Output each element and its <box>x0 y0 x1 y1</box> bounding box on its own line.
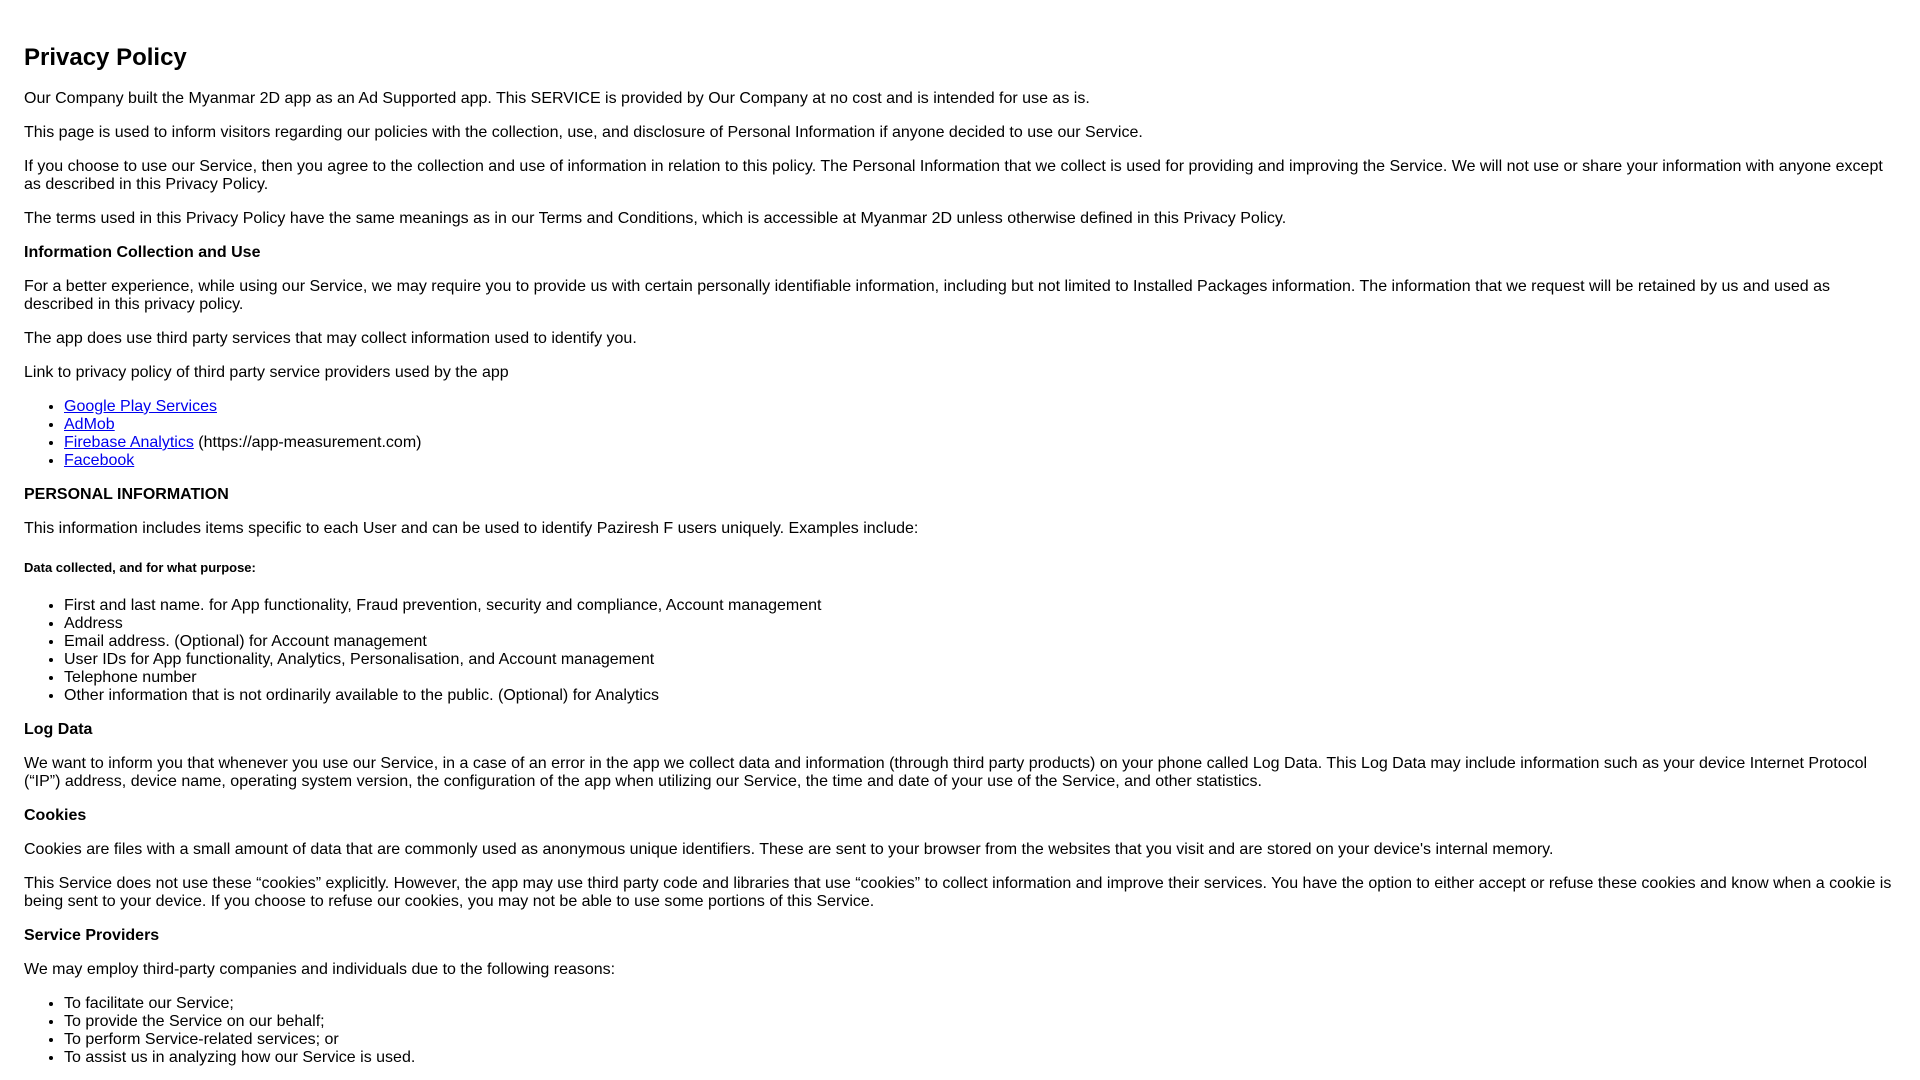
list-item: • Telephone number <box>64 669 1896 687</box>
service-providers-reasons-list <box>24 995 1896 1067</box>
section-heading-cookies: Cookies <box>24 807 87 824</box>
list-item: • Email address. (Optional) for Account management <box>64 633 1896 651</box>
data-collected-subheading: Data collected, and for what purpose: <box>24 560 256 575</box>
service-providers-paragraph: We may employ third-party companies and individuals due to the following reasons: <box>24 961 616 978</box>
page-title: Privacy Policy <box>24 44 187 71</box>
list-item <box>64 416 1896 434</box>
log-data-paragraph: We want to inform you that whenever you use our Service, in a case of an error in the app we collect data and information (through third party products) on your phone called Log Data. This Log Data may include information such as your device Internet Protocol (“IP”) address, device name, operating system version, the configuration of the app when utilizing our Service, the time and date of your use of the Service, and other statistics. <box>24 755 1868 790</box>
intro-paragraph-1: Our Company built the Myanmar 2D app as an Ad Supported app. This SERVICE is provided by Our Company at no cost and is intended for use as is. <box>24 90 1090 107</box>
intro-paragraph-2: This page is used to inform visitors regarding our policies with the collection, use, and disclosure of Personal Information if anyone decided to use our Service. <box>24 124 1143 141</box>
admob-link[interactable]: AdMob <box>64 416 115 433</box>
google-play-services-link[interactable]: Google Play Services <box>64 398 217 415</box>
cookies-paragraph-1: Cookies are files with a small amount of data that are commonly used as anonymous unique identifiers. These are sent to your browser from the websites that you visit and are stored on your device's internal memory. <box>24 841 1554 858</box>
list-item: • First and last name. for App functionality, Fraud prevention, security and compliance, Account management <box>64 597 1896 615</box>
list-item: • User IDs for App functionality, Analytics, Personalisation, and Account management <box>64 651 1896 669</box>
section-heading-service-providers: Service Providers <box>24 927 160 944</box>
firebase-analytics-url-text: (https://app-measurement.com) <box>193 434 422 451</box>
data-collected-list <box>24 597 1896 705</box>
list-item: • To assist us in analyzing how our Service is used. <box>64 1049 1896 1067</box>
facebook-link[interactable]: Facebook <box>64 452 135 469</box>
list-item: • To provide the Service on our behalf; <box>64 1013 1896 1031</box>
info-collection-paragraph-3: Link to privacy policy of third party service providers used by the app <box>24 364 509 381</box>
intro-paragraph-3: If you choose to use our Service, then you agree to the collection and use of information in relation to this policy. The Personal Information that we collect is used for providing and improving the Service. We will not use or share your information with anyone except as described in this Privacy Policy. <box>24 158 1883 193</box>
section-heading-personal-information: PERSONAL INFORMATION <box>24 486 229 503</box>
list-item: • To perform Service-related services; or <box>64 1031 1896 1049</box>
list-item: • To facilitate our Service; <box>64 995 1896 1013</box>
intro-paragraph-4: The terms used in this Privacy Policy have the same meanings as in our Terms and Conditions, which is accessible at Myanmar 2D unless otherwise defined in this Privacy Policy. <box>24 210 1287 227</box>
list-item <box>64 434 1896 452</box>
cookies-paragraph-2: This Service does not use these “cookies” explicitly. However, the app may use third party code and libraries that use “cookies” to collect information and improve their services. You have the option to either accept or refuse these cookies and know when a cookie is being sent to your device. If you choose to refuse our cookies, you may not be able to use some portions of this Service. <box>24 875 1892 910</box>
personal-info-paragraph: This information includes items specific to each User and can be used to identify Paziresh F users uniquely. Examples include: <box>24 520 919 537</box>
list-item <box>64 398 1896 416</box>
list-item: • Address <box>64 615 1896 633</box>
list-item <box>64 452 1896 470</box>
list-item: • Other information that is not ordinarily available to the public. (Optional) for Analytics <box>64 687 1896 705</box>
section-heading-log-data: Log Data <box>24 721 93 738</box>
section-heading-info-collection: Information Collection and Use <box>24 244 261 261</box>
info-collection-paragraph-2: The app does use third party services that may collect information used to identify you. <box>24 330 637 347</box>
third-party-links-list <box>24 398 1896 470</box>
firebase-analytics-link[interactable]: Firebase Analytics <box>64 434 194 451</box>
info-collection-paragraph-1: For a better experience, while using our Service, we may require you to provide us with certain personally identifiable information, including but not limited to Installed Packages information. The information that we request will be retained by us and used as described in this privacy policy. <box>24 278 1831 313</box>
